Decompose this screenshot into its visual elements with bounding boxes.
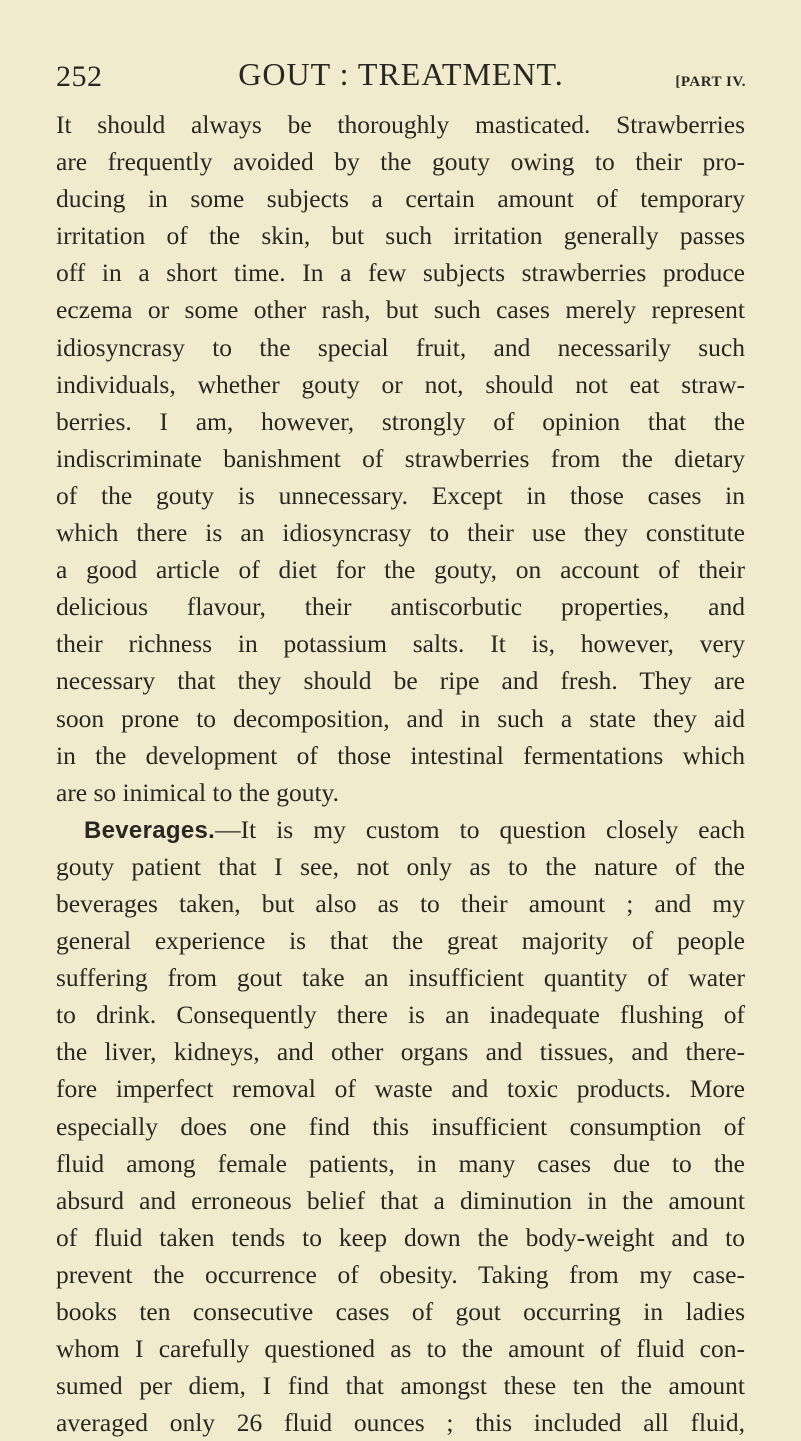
text-line: averaged only 26 fluid ounces ; this included all fluid, xyxy=(56,1408,745,1438)
text-line: absurd and erroneous belief that a diminution in the amount xyxy=(56,1185,745,1215)
text-line: It should always be thoroughly masticated. Strawberries xyxy=(56,110,745,139)
text-line: eczema or some other rash, but such cases merely represent xyxy=(56,295,745,325)
text-line: beverages taken, but also as to their amount ; and my xyxy=(56,888,745,918)
text-line: general experience is that the great majority of people xyxy=(56,926,745,956)
text-line: off in a short time. In a few subjects strawberries produce xyxy=(56,258,745,288)
text-line: books ten consecutive cases of gout occurring in ladies xyxy=(56,1297,745,1326)
paragraph-end-line: are so inimical to the gouty. xyxy=(56,777,340,807)
text-line: especially does one find this insufficient consumption of xyxy=(56,1111,745,1141)
body-text xyxy=(56,106,745,1441)
text-line: ducing in some subjects a certain amount of temporary xyxy=(56,184,745,214)
text-line: to drink. Consequently there is an inadequate flushing of xyxy=(56,1000,745,1030)
section-first-line xyxy=(56,811,745,848)
text-line: delicious flavour, their antiscorbutic properties, and xyxy=(56,592,745,622)
page-number: 252 xyxy=(56,60,103,93)
text-line: gouty patient that I see, not only as to the nature of the xyxy=(56,851,745,881)
text-line: necessary that they should be ripe and fresh. They are xyxy=(56,666,745,696)
text-line: indiscriminate banishment of strawberries from the dietary xyxy=(56,443,745,473)
text-line: of fluid taken tends to keep down the body-weight and to xyxy=(56,1222,745,1252)
text-line: berries. I am, however, strongly of opinion that the xyxy=(56,406,745,436)
text-line: in the development of those intestinal fermentations which xyxy=(56,740,745,770)
text-line: which there is an idiosyncrasy to their use they constitute xyxy=(56,518,745,548)
text-line: suffering from gout take an insufficient quantity of water xyxy=(56,963,745,993)
text-line: fluid among female patients, in many cases due to the xyxy=(56,1148,745,1178)
text-line: individuals, whether gouty or not, should not eat straw- xyxy=(56,369,745,399)
part-label: [PART IV. xyxy=(675,74,746,90)
running-head xyxy=(56,56,746,100)
section-first-line-text: —It is my custom to question closely each xyxy=(215,814,745,844)
text-line: soon prone to decomposition, and in such a state they aid xyxy=(56,703,745,733)
text-line: fore imperfect removal of waste and toxic products. More xyxy=(56,1074,745,1104)
text-line: a good article of diet for the gouty, on account of their xyxy=(56,555,745,585)
text-line: are frequently avoided by the gouty owing to their pro- xyxy=(56,147,745,177)
text-line: the liver, kidneys, and other organs and tissues, and there- xyxy=(56,1037,745,1067)
text-line: irritation of the skin, but such irritation generally passes xyxy=(56,221,745,251)
text-line: of the gouty is unnecessary. Except in those cases in xyxy=(56,480,745,510)
text-line: prevent the occurrence of obesity. Taking from my case- xyxy=(56,1259,745,1289)
text-line: idiosyncrasy to the special fruit, and necessarily such xyxy=(56,332,745,362)
text-line: whom I carefully questioned as to the amount of fluid con- xyxy=(56,1334,745,1364)
section-heading: Beverages. xyxy=(84,816,216,844)
running-title: GOUT : TREATMENT. xyxy=(238,56,564,92)
text-line: sumed per diem, I find that amongst these ten the amount xyxy=(56,1371,745,1401)
text-line: their richness in potassium salts. It is, however, very xyxy=(56,629,745,659)
